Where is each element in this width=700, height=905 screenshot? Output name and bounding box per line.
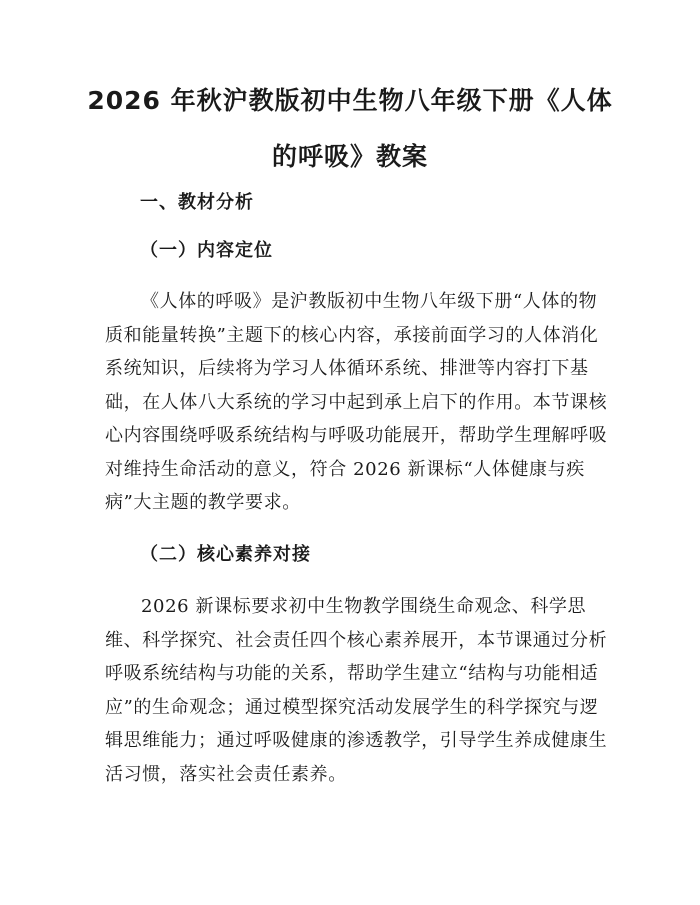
- paragraph-line: 系统知识，后续将为学习人体循环系统、排泄等内容打下基: [105, 358, 589, 379]
- paragraph-core-literacy: [105, 590, 608, 791]
- title-line-1: 2026 年秋沪教版初中生物八年级下册《人体: [87, 86, 613, 115]
- paragraph-line: 质和能量转换”主题下的核心内容，承接前面学习的人体消化: [105, 324, 599, 346]
- paragraph-line: 辑思维能力；通过呼吸健康的渗透教学，引导学生养成健康生: [105, 730, 608, 751]
- paragraph-line: 呼吸系统结构与功能的关系，帮助学生建立“结构与功能相适: [105, 663, 599, 684]
- paragraph-line: 心内容围绕呼吸系统结构与呼吸功能展开，帮助学生理解呼吸: [105, 425, 608, 446]
- paragraph-line: 活习惯，落实社会责任素养。: [105, 763, 347, 785]
- document-title: [80, 73, 620, 185]
- paragraph-line: 应”的生命观念；通过模型探究活动发展学生的科学探究与逻: [105, 696, 599, 718]
- title-line-2: 的呼吸》教案: [271, 142, 428, 171]
- subsection-heading-content-positioning: （一）内容定位: [140, 240, 273, 261]
- paragraph-line: 病”大主题的教学要求。: [105, 492, 301, 513]
- paragraph-content-positioning: [105, 285, 608, 520]
- paragraph-line: 对维持生命活动的意义，符合 2026 新课标“人体健康与疾: [105, 458, 585, 480]
- paragraph-line: 维、科学探究、社会责任四个核心素养展开，本节课通过分析: [105, 629, 608, 651]
- subsection-heading-core-literacy: （二）核心素养对接: [140, 544, 311, 565]
- section-heading-teaching-material-analysis: 一、教材分析: [140, 192, 254, 213]
- paragraph-line: 2026 新课标要求初中生物教学围绕生命观念、科学思: [141, 596, 587, 617]
- paragraph-line: 《人体的呼吸》是沪教版初中生物八年级下册“人体的物: [141, 291, 598, 312]
- paragraph-line: 础，在人体八大系统的学习中起到承上启下的作用。本节课核: [105, 391, 608, 413]
